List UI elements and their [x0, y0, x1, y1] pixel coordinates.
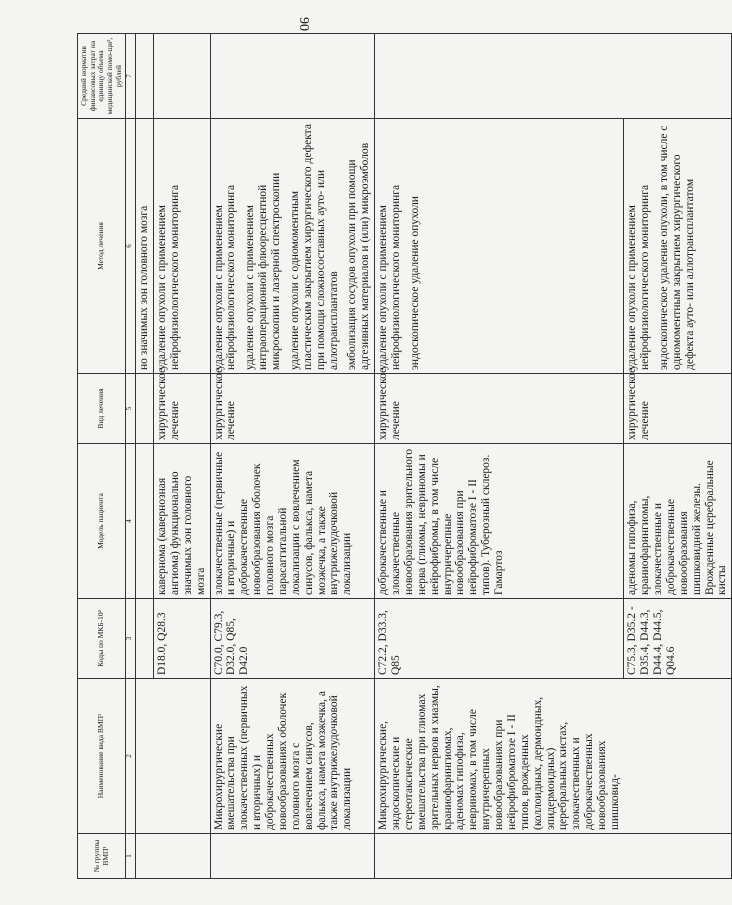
- method-item: удаление опухоли с применением нейрофизиологического мониторинга: [156, 184, 181, 370]
- treatment-type-cell: хирургическое лечение: [210, 374, 375, 444]
- header-icd-codes: Коды по МКБ-10²: [78, 599, 126, 679]
- header-treatment-type: Вид лечения: [78, 374, 126, 444]
- header-group-number: № группы ВМП¹: [78, 834, 126, 879]
- method-item: удаление опухоли с применением нейрофизиологического мониторинга: [626, 184, 652, 370]
- header-row: [78, 34, 126, 879]
- treatment-type-cell: хирургическое лечение: [154, 374, 211, 444]
- patient-model-cell: злокачественные (первичные и вторичные) и доброкачественные новообразования оболочек головного мозга парасаггитальной локализации с вовлечением синусов, фалькса, намета мозжечка, а также внутрижелудочковой локализации: [210, 444, 375, 599]
- treatment-method-cell: [154, 119, 211, 374]
- col-number: 6: [126, 119, 136, 374]
- table-row: [375, 34, 624, 879]
- method-item: удаление опухоли с применением интраоперационной флюоресцентной микроскопии и лазерной спектроскопии: [244, 172, 282, 370]
- treatment-type-cell: хирургическое лечение: [375, 374, 624, 444]
- method-item: удаление опухоли с применением нейрофизиологического мониторинга: [212, 184, 238, 370]
- treatment-type-cell: хирургическое лечение: [624, 374, 732, 444]
- vmp-name-cell: Микрохирургические вмешательства при злокачественных (первичных и вторичных) и доброкачественных новообразованиях оболочек головного мозга с вовлечением синусов, фалькса, намета мозжечка, а также внутрижелудочковой локализации: [210, 679, 375, 834]
- group-cell: [154, 834, 211, 879]
- col-number: 4: [126, 444, 136, 599]
- icd-codes-cell: C70.0, C79.3, D32.0, Q85, D42.0: [210, 599, 375, 679]
- header-patient-model: Модель пациента: [78, 444, 126, 599]
- treatment-type-cell: [136, 374, 154, 444]
- treatment-method-cell: [210, 119, 375, 374]
- table-row: [210, 34, 375, 879]
- patient-model-cell: [136, 444, 154, 599]
- patient-model-cell: аденомы гипофиза, краниофарингиомы, злокачественные и доброкачественные новообразования шишковидной железы. Врожденные церебральные кисты: [624, 444, 732, 599]
- treatment-method-cell: [624, 119, 732, 374]
- icd-codes-cell: C75.3, D35.2 - D35.4, D44.3, D44.4, D44.5, Q04.6: [624, 599, 732, 679]
- col-number: 5: [126, 374, 136, 444]
- vmp-name-cell: [624, 679, 732, 834]
- cost-cell: [375, 34, 624, 119]
- treatment-method-cell: но значимых зон головного мозга: [136, 119, 154, 374]
- method-item: эндоскопическое удаление опухоли, в том числе с одномоментным закрытием хирургического дефекта ауто- или аллотрансплантатом: [658, 125, 696, 370]
- col-number: 3: [126, 599, 136, 679]
- cost-cell: [210, 34, 375, 119]
- header-vmp-name: Наименование вида ВМП¹: [78, 679, 126, 834]
- vmp-name-cell: [136, 679, 154, 834]
- patient-model-cell: кавернома (кавернозная ангиома) функционально значимых зон головного мозга: [154, 444, 211, 599]
- method-item: удаление опухоли с одномоментным пластическим закрытием хирургического дефекта при помощи сложносоставных ауто- или аллотрансплантатов: [288, 124, 340, 370]
- cost-cell: [154, 34, 211, 119]
- header-cost-standard: Средний норматив финансовых затрат на единицу объема медицинской помо-щи³, рублей: [78, 34, 126, 119]
- vmp-name-cell: Микрохирургические, эндоскопические и стереотаксические вмешательства при глиомах зрительных нервов и хиазмы, краниофарингиомах, аденомах гипофиза, невриномах, в том числе внутричерепных новообразованиях при нейрофиброматозе I - II типов, врожденных (коллоидных, дермоидных, эпидермоидных) церебральных кистах, злокачественных и доброкачественных новообразованиях шишковид-: [375, 679, 624, 834]
- method-item: эндоскопическое удаление опухоли: [408, 196, 421, 370]
- group-cell: [624, 834, 732, 879]
- icd-codes-cell: [136, 599, 154, 679]
- patient-model-cell: доброкачественные и злокачественные новообразования зрительного нерва (глиомы, невриномы и нейрофибромы, в том числе внутричерепные новообразования при нейрофиброматозе I - II типов). Туберозный склероз. Гамартоз: [375, 444, 624, 599]
- method-item: удаление опухоли с применением нейрофизиологического мониторинга: [377, 184, 402, 370]
- icd-codes-cell: D18.0, Q28.3: [154, 599, 211, 679]
- icd-codes-cell: C72.2, D33.3, Q85: [375, 599, 624, 679]
- vmp-name-cell: [154, 679, 211, 834]
- page-number: 90: [296, 17, 311, 31]
- header-treatment-method: Метод лечения: [78, 119, 126, 374]
- col-number: 2: [126, 679, 136, 834]
- group-cell: [210, 834, 375, 879]
- column-number-row: [126, 34, 136, 879]
- treatment-table: [77, 33, 732, 879]
- table-row: [154, 34, 211, 879]
- col-number: 1: [126, 834, 136, 879]
- group-cell: [136, 834, 154, 879]
- cost-cell: [136, 34, 154, 119]
- group-cell: [375, 834, 624, 879]
- col-number: 7: [126, 34, 136, 119]
- rotated-page: [4, 0, 729, 889]
- method-item: эмболизация сосудов опухоли при помощи адгезивных материалов и (или) микроэмболов: [346, 142, 372, 370]
- table-row: [136, 34, 154, 879]
- cost-cell: [624, 34, 732, 119]
- treatment-method-cell: [375, 119, 624, 374]
- table-row: [624, 34, 732, 879]
